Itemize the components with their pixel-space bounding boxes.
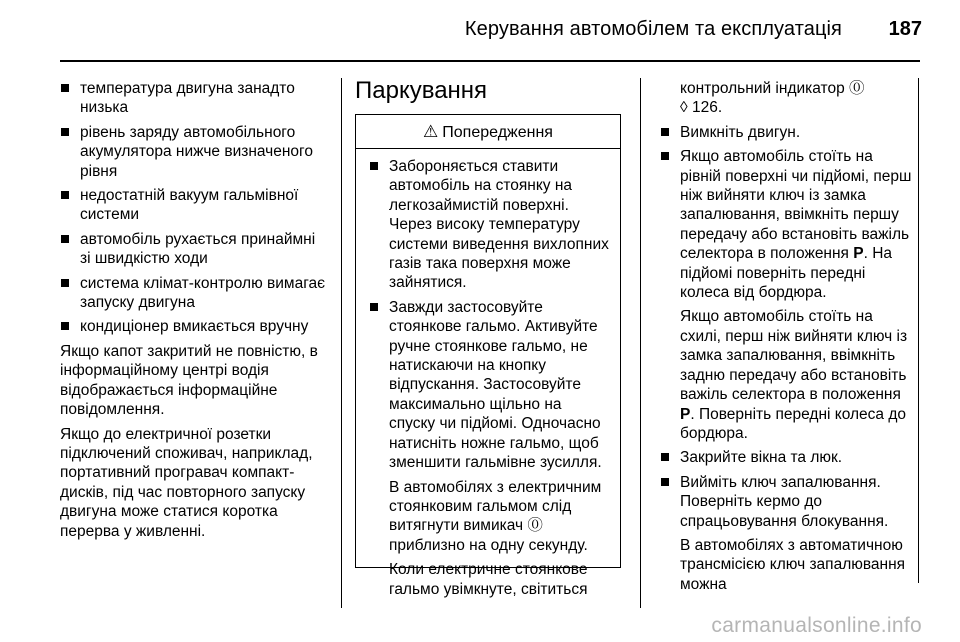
paragraph-text: приблизно на одну секунду.	[389, 536, 588, 554]
section-title: Паркування	[355, 77, 488, 104]
page-header	[0, 0, 960, 60]
warning-body	[356, 149, 620, 599]
list-item-text: Закрийте вікна та люк.	[680, 449, 843, 467]
list-item	[60, 186, 328, 225]
bullet-square	[370, 162, 378, 170]
paragraph-hood: Якщо капот закритий не повністю, в інформаційному центрі водія відображається інформаційне повідомлення.	[60, 342, 318, 419]
list-item-text: Якщо автомобіль стоїть на рівній поверхні чи підйомі, перш ніж вийняти ключ із замка запалювання, ввімкніть першу передачу або встановіть важіль селектора в положення	[680, 148, 912, 263]
bullet-square	[61, 84, 69, 92]
list-item	[369, 157, 611, 293]
warning-triangle-icon: ⚠	[423, 122, 439, 141]
watermark: carmanualsonline.info	[711, 614, 922, 637]
list-item-text: рівень заряду автомобільного акумулятора нижче визначеного рівня	[80, 123, 313, 180]
paragraph-slope	[660, 307, 914, 443]
page-reference: 126.	[691, 99, 723, 117]
bullet-square	[61, 128, 69, 136]
paragraph-socket: Якщо до електричної розетки підключений споживач, наприклад, портативний програвач компакт-дисків, під час повторного запуску двигуна може статися коротка перерва у живленні.	[60, 425, 313, 540]
bullet-square	[370, 303, 378, 311]
list-item	[60, 123, 328, 181]
paragraph-text: В автомобілях з електричним стоянковим гальмом слід витягнути вимикач	[389, 478, 602, 535]
list-item-text: Завжди застосовуйте стоянкове гальмо. Активуйте ручне стоянкове гальмо, не натискаючи на кнопку відпускання. Застосовуйте максимально щільно на спуску чи підйомі. Одночасно натисніть ножне гальмо, щоб зменшити гальмівне зусилля.	[389, 298, 602, 472]
bullet-square	[661, 128, 669, 136]
right-column-end-rule	[918, 78, 919, 583]
list-item-text: недостатній вакуум гальмівної системи	[80, 187, 299, 224]
list-item	[660, 123, 914, 142]
page-reference-icon: ◊	[680, 99, 688, 117]
warning-box	[355, 114, 621, 598]
list-item	[369, 298, 611, 473]
column-divider-2	[640, 78, 641, 608]
bullet-square	[661, 453, 669, 461]
list-item-text: Вимкніть двигун.	[680, 123, 801, 141]
bullet-square	[661, 152, 669, 160]
column-divider-1	[341, 78, 342, 608]
bullet-square	[61, 322, 69, 330]
bullet-square	[61, 279, 69, 287]
parking-brake-icon: ⓪	[527, 517, 543, 535]
header-rule	[60, 60, 920, 62]
list-item-text: кондиціонер вмикається вручну	[80, 318, 309, 336]
header-title: Керування автомобілем та експлуатація	[464, 18, 842, 40]
continued-text	[660, 79, 914, 118]
list-item-text: Вийміть ключ запалювання. Поверніть кермо до спрацьовування блокування.	[680, 473, 889, 530]
list-item-text: автомобіль рухається принаймні зі швидкістю ходи	[80, 230, 316, 268]
list-item	[60, 230, 328, 269]
list-item-text: Забороняється ставити автомобіль на стоянку на легкозаймистій поверхні. Через високу температуру системи виведення вихлопних газів така поверхня може зайнятися.	[389, 158, 609, 292]
list-item	[60, 274, 328, 313]
warning-heading: Попередження	[442, 124, 553, 141]
bullet-square	[661, 478, 669, 486]
bullet-square	[61, 191, 69, 199]
paragraph-automatic: В автомобілях з автоматичною трансмісією ключ запалювання можна	[680, 536, 906, 593]
list-item-text: температура двигуна занадто низька	[80, 80, 295, 117]
list-item	[60, 79, 328, 118]
page-number: 187	[888, 18, 922, 40]
continued-line: контрольний індикатор	[680, 80, 845, 97]
parking-brake-icon: ⓪	[849, 80, 865, 97]
list-item	[660, 147, 914, 302]
list-item-text: система клімат-контролю вимагає запуску двигуна	[80, 274, 326, 312]
paragraph-electric-brake	[369, 478, 611, 556]
paragraph-text: . Поверніть передні колеса до бордюра.	[680, 405, 907, 442]
left-column	[60, 79, 328, 546]
bullet-square	[61, 235, 69, 243]
right-column	[660, 79, 914, 599]
list-item	[660, 473, 914, 531]
list-item	[660, 448, 914, 467]
paragraph-brake-light: Коли електричне стоянкове гальмо увімкнуте, світиться	[389, 561, 588, 598]
gear-p-label: P	[680, 405, 691, 423]
paragraph-text: Якщо автомобіль стоїть на схилі, перш ніж вийняти ключ із замка запалювання, ввімкніть задню передачу або встановіть важіль селектора в положення	[680, 308, 908, 404]
list-item	[60, 317, 328, 336]
warning-header	[356, 115, 620, 149]
list-item-text: . На підйомі поверніть передні колеса від бордюра.	[680, 245, 893, 302]
gear-p-label: P	[853, 245, 864, 263]
